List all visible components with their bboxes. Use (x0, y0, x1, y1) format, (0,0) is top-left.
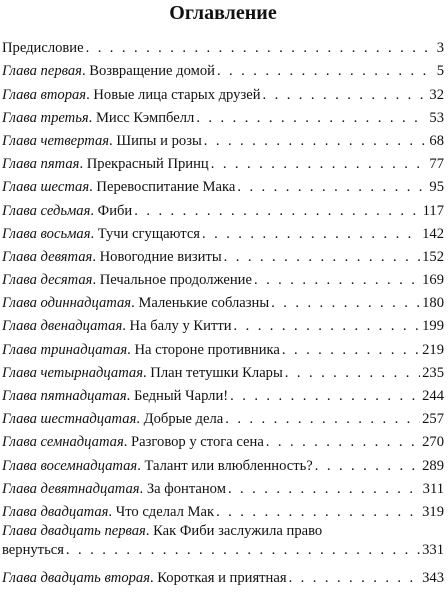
toc-entry-page-number: 319 (422, 503, 444, 520)
toc-entry (2, 151, 444, 174)
toc-entry (2, 452, 444, 475)
toc-entry-label (2, 503, 214, 522)
toc-entry-separator: . (79, 156, 87, 173)
toc-entry-separator: . (143, 364, 151, 381)
toc-entry-page-number: 257 (422, 411, 444, 428)
toc-entry-label (2, 317, 232, 336)
toc-entry-separator: . (131, 295, 139, 312)
toc-entry-leader-dots (224, 248, 420, 267)
toc-entry (2, 35, 444, 58)
toc-entry-chapter: Глава шестнадцатая (2, 411, 137, 428)
toc-entry-separator: . (145, 522, 154, 539)
toc-entry-page-number: 169 (422, 272, 444, 289)
toc-entry (2, 244, 444, 267)
toc-entry-page-number: 343 (422, 570, 444, 587)
toc-entry-chapter: Глава двадцать первая (2, 522, 146, 539)
toc-entry-first-line (2, 522, 444, 541)
toc-entry-label (2, 271, 252, 290)
toc-entry-separator: . (92, 248, 100, 265)
toc-entry (2, 360, 444, 383)
toc-entry-leader-dots (202, 225, 420, 244)
toc-entry-page-number: 235 (422, 364, 444, 381)
toc-entry (2, 429, 444, 452)
toc-entry (2, 105, 444, 128)
toc-entry-leader-dots (237, 178, 427, 197)
toc-entry-page-number: 180 (422, 295, 444, 312)
toc-entry-chapter: Глава двадцатая (2, 503, 109, 520)
toc-entry-separator: . (108, 503, 116, 520)
toc-entry-chapter: Глава восьмая (2, 225, 91, 242)
toc-entry-title: Фиби (97, 202, 133, 219)
toc-entry-separator: . (136, 411, 144, 428)
toc-list (2, 35, 444, 588)
toc-entry-title: Что сделал Мак (115, 503, 215, 520)
toc-entry-title: На балу у Китти (129, 318, 232, 335)
toc-entry-chapter: Глава десятая (2, 272, 93, 289)
toc-entry-separator: . (89, 179, 97, 196)
toc-entry-chapter: Глава первая (2, 63, 82, 80)
toc-entry-chapter: Глава тринадцатая (2, 341, 128, 358)
toc-entry-label (2, 410, 223, 429)
toc-entry-separator: . (81, 63, 90, 80)
toc-entry-title: Тучи сгущаются (97, 225, 201, 242)
toc-entry (2, 336, 444, 359)
toc-entry-label (2, 433, 264, 452)
toc-entry-separator: . (139, 480, 147, 497)
toc-entry-label (2, 39, 84, 58)
toc-entry-page-number: 331 (422, 541, 444, 558)
toc-entry-title: Возвращение домой (89, 63, 215, 80)
toc-entry (2, 197, 444, 220)
toc-entry-label (2, 480, 226, 499)
toc-entry-label (2, 341, 280, 360)
toc-entry-label (2, 457, 313, 476)
toc-entry-title: Печальное продолжение (99, 272, 252, 289)
toc-entry-leader-dots (196, 109, 427, 128)
toc-entry-chapter: Глава третья (2, 109, 89, 126)
toc-entry-title: Разговор у стога сена (131, 434, 264, 451)
toc-entry-label (2, 155, 209, 174)
toc-entry-chapter: Глава седьмая (2, 202, 91, 219)
toc-entry (2, 476, 444, 499)
toc-entry-label (2, 294, 269, 313)
toc-entry-title: Перевоспитание Мака (96, 179, 236, 196)
toc-entry-page-number: 289 (422, 457, 444, 474)
toc-entry-leader-dots (285, 364, 420, 383)
toc-entry-label (2, 569, 287, 588)
toc-entry-chapter: Глава одиннадцатая (2, 295, 132, 312)
toc-entry-label (2, 62, 215, 81)
toc-entry (2, 313, 444, 336)
toc-entry (2, 406, 444, 429)
toc-entry-separator: . (123, 434, 132, 451)
toc-entry-leader-dots (271, 294, 420, 313)
toc-entry-separator: . (86, 86, 94, 103)
toc-entry-leader-dots (266, 433, 420, 452)
toc-entry-separator: . (109, 132, 117, 149)
toc-entry (2, 81, 444, 104)
toc-entry-title: Короткая и приятная (157, 570, 287, 587)
toc-entry-leader-dots (216, 503, 420, 522)
toc-entry-separator: . (137, 457, 145, 474)
toc-entry-leader-dots (204, 132, 428, 151)
toc-entry-leader-dots (315, 457, 420, 476)
toc-entry-leader-dots (211, 155, 428, 174)
toc-entry-chapter: Глава девятая (2, 248, 93, 265)
toc-entry-title: Талант или влюбленность? (144, 457, 313, 474)
toc-entry-label (2, 202, 132, 221)
toc-entry-chapter: Глава восемнадцатая (2, 457, 138, 474)
toc-entry-leader-dots (86, 39, 435, 58)
toc-entry-leader-dots (134, 202, 420, 221)
toc-entry-title: Бедный Чарли! (133, 388, 229, 404)
toc-entry-title: Новые лица старых друзей (93, 86, 261, 103)
toc-entry-leader-dots (234, 317, 421, 336)
toc-entry-leader-dots (254, 271, 420, 290)
toc-entry-label (2, 178, 235, 197)
toc-entry-label (2, 248, 222, 267)
toc-entry-label (2, 109, 194, 128)
toc-entry-last-line (2, 541, 444, 560)
toc-entry-page-number: 32 (429, 86, 444, 103)
toc-entry-separator: . (88, 109, 96, 126)
toc-entry-title: Прекрасный Принц (86, 156, 209, 173)
toc-entry-page-number: 244 (422, 388, 444, 404)
toc-entry-page-number: 311 (422, 480, 444, 497)
toc-entry (2, 499, 444, 522)
toc-entry-label (2, 86, 261, 105)
toc-entry-leader-dots (228, 480, 421, 499)
toc-entry (2, 290, 444, 313)
toc-entry-chapter: Глава девятнадцатая (2, 480, 140, 497)
toc-entry-chapter: Глава двадцать вторая (2, 570, 150, 587)
toc-entry-leader-dots (289, 569, 421, 588)
toc-entry-separator: . (150, 570, 158, 587)
toc-entry-leader-dots (230, 387, 420, 406)
toc-entry-chapter: Глава семнадцатая (2, 434, 124, 451)
toc-entry-chapter: Глава двенадцатая (2, 318, 123, 335)
toc-entry-separator: . (122, 318, 130, 335)
toc-entry-title: Маленькие соблазны (138, 295, 270, 312)
toc-entry-separator: . (90, 225, 98, 242)
toc-entry-page-number: 142 (422, 225, 444, 242)
toc-entry-chapter: Глава пятая (2, 156, 80, 173)
toc-entry-page-number: 3 (436, 40, 444, 57)
toc-entry-leader-dots (225, 410, 420, 429)
toc-entry-label (2, 225, 200, 244)
toc-entry (2, 128, 444, 151)
toc-entry-page-number: 77 (429, 156, 444, 173)
toc-entry-separator: . (127, 341, 135, 358)
toc-entry-separator: . (90, 202, 98, 219)
toc-entry-label (2, 132, 202, 151)
toc-entry-title: На стороне противника (134, 341, 280, 358)
page-title: Оглавление (169, 2, 277, 24)
toc-entry-title: Добрые дела (143, 411, 224, 428)
toc-entry (2, 565, 444, 588)
toc-entry-page-number: 117 (422, 202, 444, 219)
toc-entry-chapter: Глава четырнадцатая (2, 364, 143, 381)
toc-entry-title-continued: вернуться (2, 541, 64, 558)
toc-entry-page-number: 152 (422, 248, 444, 265)
toc-entry-title: План тетушки Клары (150, 364, 283, 381)
toc-entry (2, 383, 444, 406)
toc-entry-page-number: 68 (429, 132, 444, 149)
toc-entry-separator: . (92, 272, 100, 289)
toc-entry (2, 522, 444, 565)
toc-entry-page-number: 53 (429, 109, 444, 126)
toc-entry-leader-dots (282, 341, 420, 360)
toc-entry-page-number: 199 (422, 318, 444, 335)
toc-entry-chapter: Глава пятнадцатая (2, 388, 127, 404)
toc-entry-chapter: Глава четвертая (2, 132, 110, 149)
toc-entry-title: Как Фиби заслужила право (153, 522, 323, 539)
toc-entry-title: За фонтаном (146, 480, 226, 497)
toc-entry (2, 267, 444, 290)
toc-entry-page-number: 219 (422, 341, 444, 358)
toc-entry-title: Мисс Кэмпбелл (95, 109, 195, 126)
toc-entry-chapter: Глава шестая (2, 179, 90, 196)
toc-entry-label (2, 364, 283, 383)
toc-entry-chapter: Глава вторая (2, 86, 87, 103)
toc-entry (2, 221, 444, 244)
toc-entry-page-number: 95 (429, 179, 444, 196)
toc-entry-title: Шипы и розы (116, 132, 202, 149)
toc-entry-label (2, 387, 228, 406)
toc-entry-leader-dots (66, 541, 420, 560)
toc-entry-title: Новогодние визиты (99, 248, 222, 265)
toc-entry-leader-dots (263, 86, 428, 105)
toc-entry-title: Предисловие (2, 40, 84, 57)
toc-entry (2, 174, 444, 197)
toc-entry-page-number: 5 (436, 63, 444, 80)
toc-entry-page-number: 270 (422, 434, 444, 451)
toc-entry (2, 58, 444, 81)
toc-entry-leader-dots (217, 62, 435, 81)
toc-entry-separator: . (126, 388, 134, 404)
